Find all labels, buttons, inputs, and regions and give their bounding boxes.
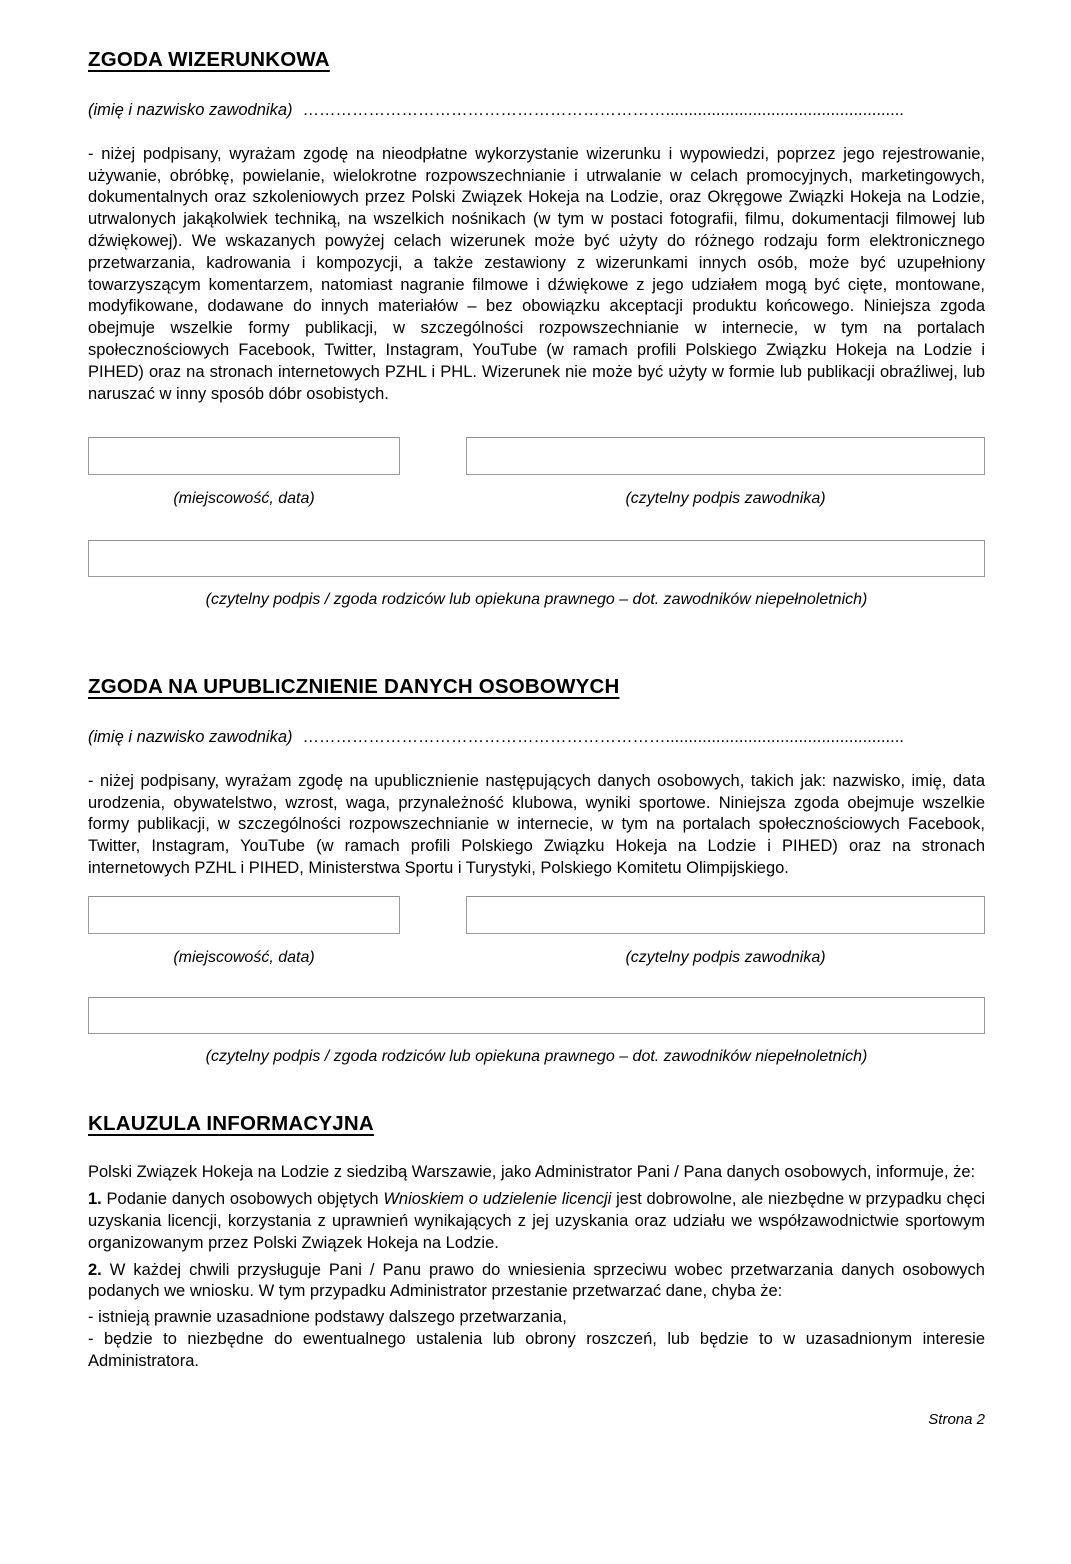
item-1-text-post: jest dobrowolne, ale niezbędne w przypadku chęci uzyskania licencji, korzystania z uprawnień wynikających z jej uzyskania oraz udziału we współzawodnictwie sportowym organizowanym przez Polski Związek Hokeja na Lodzie. — [88, 1190, 985, 1252]
player-signature-box[interactable] — [466, 896, 985, 934]
item-1-text-pre: Podanie danych osobowych objętych — [101, 1190, 384, 1209]
parent-signature-box[interactable] — [88, 997, 985, 1034]
player-name-fill-line[interactable]: ………………………………………………………….................................................... — [302, 101, 904, 119]
player-signature-box[interactable] — [466, 437, 985, 475]
item-1-italic-text: Wnioskiem o udzielenie licencji — [383, 1190, 612, 1209]
player-signature-label: (czytelny podpis zawodnika) — [625, 948, 826, 966]
info-clause-dash-2: - będzie to niezbędne do ewentualnego ustalenia lub obrony roszczeń, lub będzie to w uzasadnionym interesie Administratora. — [88, 1329, 985, 1370]
place-date-label: (miejscowość, data) — [173, 948, 315, 966]
info-clause-title: KLAUZULA INFORMACYJNA — [88, 1112, 374, 1136]
data-consent-title: ZGODA NA UPUBLICZNIENIE DANYCH OSOBOWYCH — [88, 674, 620, 698]
place-date-box[interactable] — [88, 896, 400, 934]
parent-signature-label: (czytelny podpis / zgoda rodziców lub opiekuna prawnego – dot. zawodników niepełnoletnich) — [205, 1047, 868, 1065]
info-clause-dash-1: - istnieją prawnie uzasadnione podstawy dalszego przetwarzania, — [88, 1308, 567, 1327]
item-2-number: 2. — [88, 1260, 102, 1279]
place-date-label: (miejscowość, data) — [173, 490, 315, 508]
info-clause-intro: Polski Związek Hokeja na Lodzie z siedzibą Warszawie, jako Administrator Pani / Pana danych osobowych, informuje, że: — [88, 1163, 976, 1182]
parent-signature-box[interactable] — [88, 540, 985, 577]
data-consent-signature-labels — [88, 947, 985, 969]
image-consent-paragraph: - niżej podpisany, wyrażam zgodę na nieodpłatne wykorzystanie wizerunku i wypowiedzi, poprzez jego rejestrowanie, używanie, obróbkę, powielanie, wielokrotne rozpowszechnianie i utrwalanie w celach promocyjnych, marketingowych, dokumentalnych oraz szkoleniowych przez Polski Związek Hokeja na Lodzie, oraz Okręgowe Związki Hokeja na Lodzie, utrwalonych jakąkolwiek techniką, na wszelkich nośnikach (w tym w postaci fotografii, filmu, dokumentacji filmowej lub dźwiękowej). We wskazanych powyżej celach wizerunek może być użyty do różnego rodzaju form elektronicznego przetwarzania, kadrowania i kompozycji, a także zestawiony z wizerunkami innych osób, może być uzupełniony towarzyszącym komentarzem, natomiast nagranie filmowe i dźwiękowe z jego udziałem mogą być cięte, montowane, modyfikowane, dodawane do innych materiałów – bez obowiązku akceptacji produktu końcowego. Niniejsza zgoda obejmuje wszelkie formy publikacji, w szczególności rozpowszechnianie w internecie, w tym na portalach społecznościowych Facebook, Twitter, Instagram, YouTube (w ramach profili Polskiego Związku Hokeja na Lodzie i PIHED) oraz na stronach internetowych PZHL i PHL. Wizerunek nie może być użyty w formie lub publikacji obraźliwej, lub naruszać w inny sposób dóbr osobistych. — [88, 144, 985, 403]
data-consent-name-line — [88, 727, 985, 749]
image-consent-signature-labels — [88, 488, 985, 510]
data-consent-signature-row — [88, 896, 985, 934]
page-number: Strona 2 — [928, 1410, 985, 1428]
player-name-label: (imię i nazwisko zawodnika) — [88, 101, 293, 119]
data-consent-paragraph: - niżej podpisany, wyrażam zgodę na upublicznienie następujących danych osobowych, takich jak: nazwisko, imię, data urodzenia, obywatelstwo, wzrost, waga, przynależność klubowa, wyniki sportowe. Niniejsza zgoda obejmuje wszelkie formy publikacji, w szczególności rozpowszechnianie w internecie, w tym na portalach społecznościowych Facebook, Twitter, Instagram, YouTube (w ramach profili Polskiego Związku Hokeja na Lodzie i PIHED) oraz na stronach internetowych PZHL i PIHED, Ministerstwa Sportu i Turystyki, Polskiego Komitetu Olimpijskiego. — [88, 771, 985, 877]
item-1-number: 1. — [88, 1190, 102, 1209]
place-date-box[interactable] — [88, 437, 400, 475]
player-signature-label: (czytelny podpis zawodnika) — [625, 490, 826, 508]
player-name-label: (imię i nazwisko zawodnika) — [88, 727, 293, 746]
parent-signature-label: (czytelny podpis / zgoda rodziców lub opiekuna prawnego – dot. zawodników niepełnoletnich) — [205, 591, 868, 609]
player-name-fill-line[interactable]: ………………………………………………………….................................................... — [302, 727, 904, 746]
image-consent-name-line — [88, 100, 985, 122]
info-clause-item-2 — [88, 1260, 985, 1304]
image-consent-title: ZGODA WIZERUNKOWA — [88, 48, 330, 71]
item-2-text: W każdej chwili przysługuje Pani / Panu prawo do wniesienia sprzeciwu wobec przetwarzania danych osobowych podanych we wniosku. W tym przypadku Administrator przestanie przetwarzać dane, chyba że: — [88, 1260, 985, 1301]
info-clause-item-1 — [88, 1189, 985, 1254]
image-consent-signature-row — [88, 437, 985, 475]
